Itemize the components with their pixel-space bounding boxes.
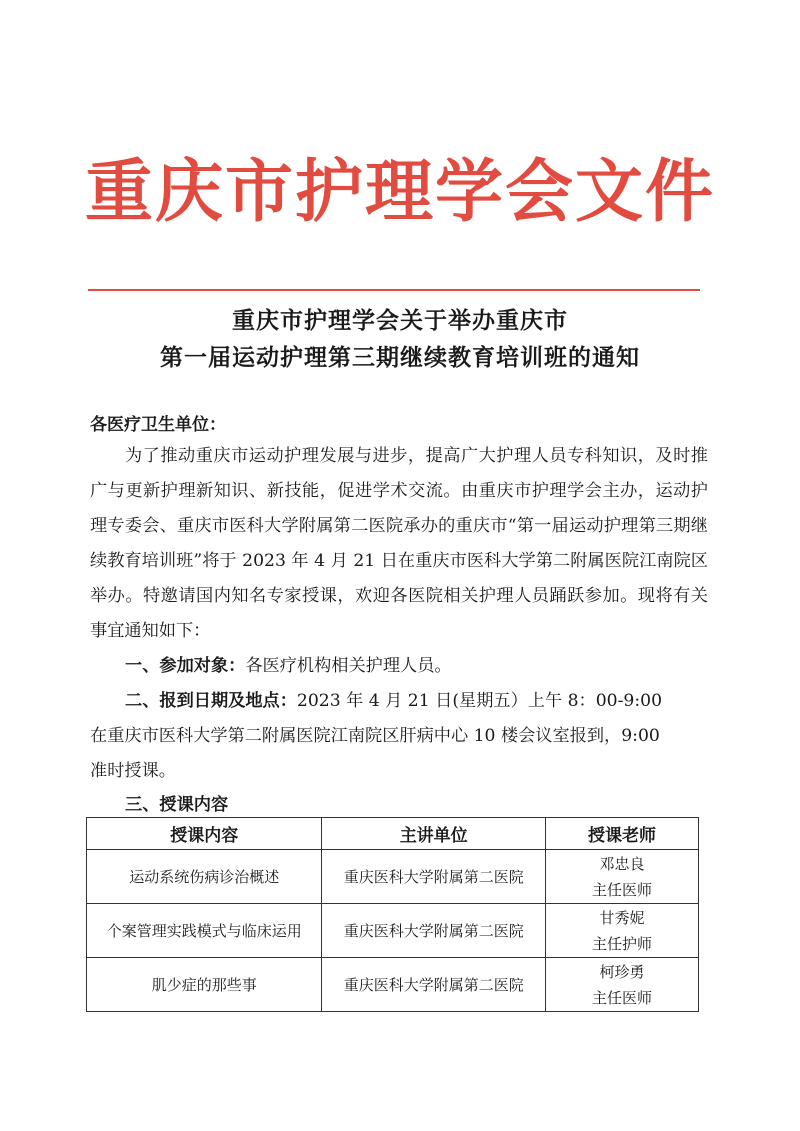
teacher-title: 主任护师 [591, 934, 652, 953]
course-table [86, 817, 699, 1012]
section-registration-label: 二、报到日期及地点： [125, 691, 297, 711]
row-unit: 重庆医科大学附属第二医院 [322, 958, 546, 1012]
header-teacher: 授课老师 [545, 818, 698, 850]
section-registration-text: 2023 年 4 月 21 日(星期五）上午 8：00-9:00 [296, 691, 663, 711]
teacher-title: 主任医师 [591, 988, 652, 1007]
notice-title-line1: 重庆市护理学会关于举办重庆市 [232, 307, 568, 334]
row-teacher [545, 958, 698, 1012]
row-topic: 运动系统伤病诊治概述 [87, 850, 322, 904]
section-participants-text: 各医疗机构相关护理人员。 [245, 656, 452, 676]
section-registration-cont2: 准时授课。 [90, 761, 176, 781]
intro-paragraph: 为了推动重庆市运动护理发展与进步，提高广大护理人员专科知识，及时推广与更新护理新知识、新技能，促进学术交流。由重庆市护理学会主办，运动护理专委会、重庆市医科大学附属第二医院承办的重庆市“第一届运动护理第三期继续教育培训班”将于 2023 年 4 月 21 日在重庆市医科大学第二附属医院江南院区举办。特邀请国内知名专家授课，欢迎各医院相关护理人员踊跃参加。现将有关事宜通知如下： [90, 446, 708, 641]
row-unit: 重庆医科大学附属第二医院 [322, 850, 546, 904]
section-participants [125, 649, 452, 684]
notice-title-line2: 第一届运动护理第三期继续教育培训班的通知 [160, 344, 640, 371]
teacher-name: 邓忠良 [599, 854, 645, 873]
row-teacher [545, 850, 698, 904]
section-course-content: 三、授课内容 [125, 795, 229, 815]
table-row [87, 958, 699, 1012]
table-header-row [87, 818, 699, 850]
table-row [87, 850, 699, 904]
masthead-divider [88, 289, 700, 291]
section-registration-cont1: 在重庆市医科大学第二附属医院江南院区肝病中心 10 楼会议室报到，9:00 [90, 726, 660, 746]
table-row [87, 904, 699, 958]
section-participants-label: 一、参加对象： [125, 656, 246, 676]
teacher-name: 柯珍勇 [599, 962, 645, 981]
row-unit: 重庆医科大学附属第二医院 [322, 904, 546, 958]
masthead-title: 重庆市护理学会文件 [84, 152, 715, 232]
header-topic: 授课内容 [87, 818, 322, 850]
teacher-title: 主任医师 [591, 880, 652, 899]
section-registration [125, 684, 662, 719]
row-teacher [545, 904, 698, 958]
salutation: 各医疗卫生单位： [90, 415, 226, 435]
teacher-name: 甘秀妮 [599, 908, 645, 927]
row-topic: 个案管理实践模式与临床运用 [87, 904, 322, 958]
row-topic: 肌少症的那些事 [87, 958, 322, 1012]
header-unit: 主讲单位 [322, 818, 546, 850]
